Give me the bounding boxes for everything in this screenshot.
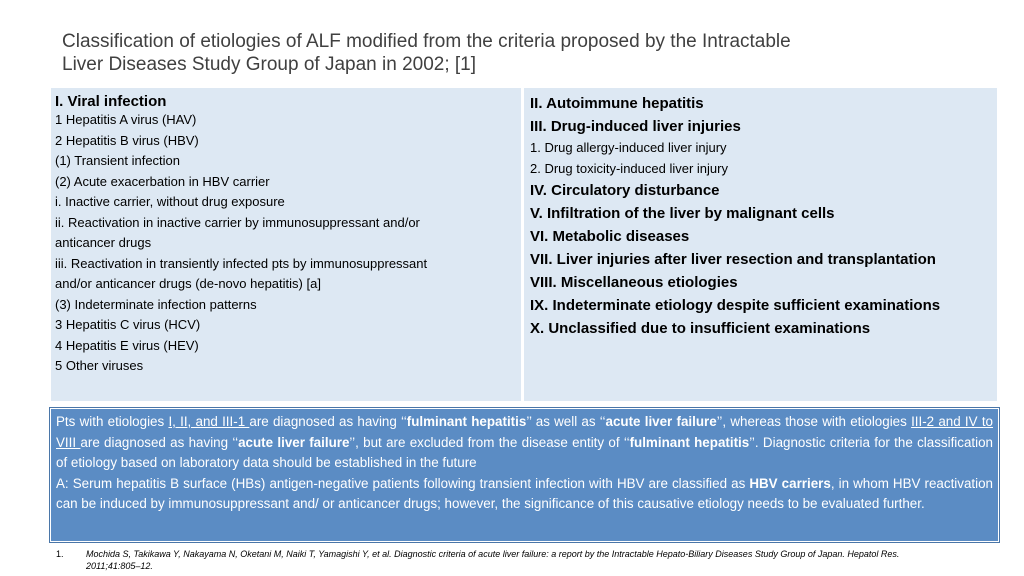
note-text: are diagnosed as having ‘‘	[249, 414, 407, 429]
etiology-viii: VIII. Miscellaneous etiologies	[530, 274, 738, 291]
footnote-number: 1.	[56, 549, 64, 559]
note-text: Pts with etiologies	[56, 414, 169, 429]
title-line-2: Liver Diseases Study Group of Japan in 2002; [1]	[62, 54, 477, 75]
etiology-x: X. Unclassified due to insufficient examinations	[530, 320, 871, 337]
title-line-1: Classification of etiologies of ALF modified from the criteria proposed by the Intractable	[62, 31, 791, 52]
left-line: 1 Hepatitis A virus (HAV)	[55, 112, 197, 127]
note-text: A: Serum hepatitis B surface (HBs) antigen-negative patients following transient infection with HBV are classified as	[56, 475, 750, 491]
reference-footnote	[56, 548, 996, 572]
left-line: 4 Hepatitis E virus (HEV)	[55, 337, 199, 353]
note-underlined: I, II, and III-1	[168, 414, 250, 429]
left-line: (1) Transient infection	[55, 153, 181, 168]
etiology-iii-1: 1. Drug allergy-induced liver injury	[530, 140, 727, 155]
note-text: ’’ as well as ‘‘	[526, 414, 606, 429]
footnote-text: Mochida S, Takikawa Y, Nakayama N, Oketani M, Naiki T, Yamagishi Y, et al. Diagnostic criteria of acute liver failure: a report by the Intractable Hepato-Biliary Diseases Study Group of Japan. Hepatol Res.	[86, 549, 900, 559]
etiology-v: V. Infiltration of the liver by malignant cells	[530, 205, 835, 222]
left-line: iii. Reactivation in transiently infected pts by immunosuppressant	[55, 255, 428, 271]
viral-infection-heading: I. Viral infection	[55, 93, 167, 110]
note-bold: fulminant hepatitis	[406, 414, 527, 429]
etiology-vi: VI. Metabolic diseases	[530, 228, 690, 245]
note-text: , in whom HBV reactivation can be induced by immunosuppressant and/ or anticancer drugs; however, the significance of this causative etiology needs to be evaluated further.	[56, 475, 993, 511]
note-bold: fulminant hepatitis	[629, 434, 750, 450]
left-line: 5 Other viruses	[55, 358, 144, 373]
left-line: ii. Reactivation in inactive carrier by immunosuppressant and/or	[55, 214, 420, 230]
slide-title	[62, 30, 982, 76]
note-text: ’’, whereas those with etiologies	[716, 414, 912, 429]
note-bold: HBV carriers	[749, 475, 831, 491]
left-line: and/or anticancer drugs (de-novo hepatitis) [a]	[55, 276, 321, 291]
other-etiologies-panel	[524, 88, 997, 401]
note-bold: acute liver failure	[238, 434, 350, 450]
etiology-iii: III. Drug-induced liver injuries	[530, 118, 741, 135]
viral-infection-panel	[51, 88, 521, 401]
left-line: anticancer drugs	[55, 235, 152, 250]
left-line: 2 Hepatitis B virus (HBV)	[55, 132, 199, 148]
diagnosis-note-box	[50, 408, 999, 542]
etiology-iv: IV. Circulatory disturbance	[530, 182, 720, 199]
note-text: ’’, but are excluded from the disease entity of ‘‘	[349, 434, 630, 450]
left-line: 3 Hepatitis C virus (HCV)	[55, 317, 201, 332]
note-underlined: III-2 and IV to VIII	[56, 414, 993, 450]
etiology-ix: IX. Indeterminate etiology despite sufficient examinations	[530, 297, 941, 314]
etiology-ii: II. Autoimmune hepatitis	[530, 95, 704, 112]
left-line: i. Inactive carrier, without drug exposure	[55, 194, 285, 209]
note-text: ’’. Diagnostic criteria for the classification of etiology based on laboratory data should be established in the future	[56, 434, 993, 470]
footnote-text-cont: 2011;41:805–12.	[86, 561, 153, 571]
etiology-vii: VII. Liver injuries after liver resection and transplantation	[530, 251, 936, 268]
etiology-iii-2: 2. Drug toxicity-induced liver injury	[530, 160, 728, 176]
note-text: are diagnosed as having ‘‘	[80, 434, 239, 450]
left-line: (3) Indeterminate infection patterns	[55, 296, 257, 312]
note-bold: acute liver failure	[605, 414, 717, 429]
left-line: (2) Acute exacerbation in HBV carrier	[55, 173, 270, 189]
